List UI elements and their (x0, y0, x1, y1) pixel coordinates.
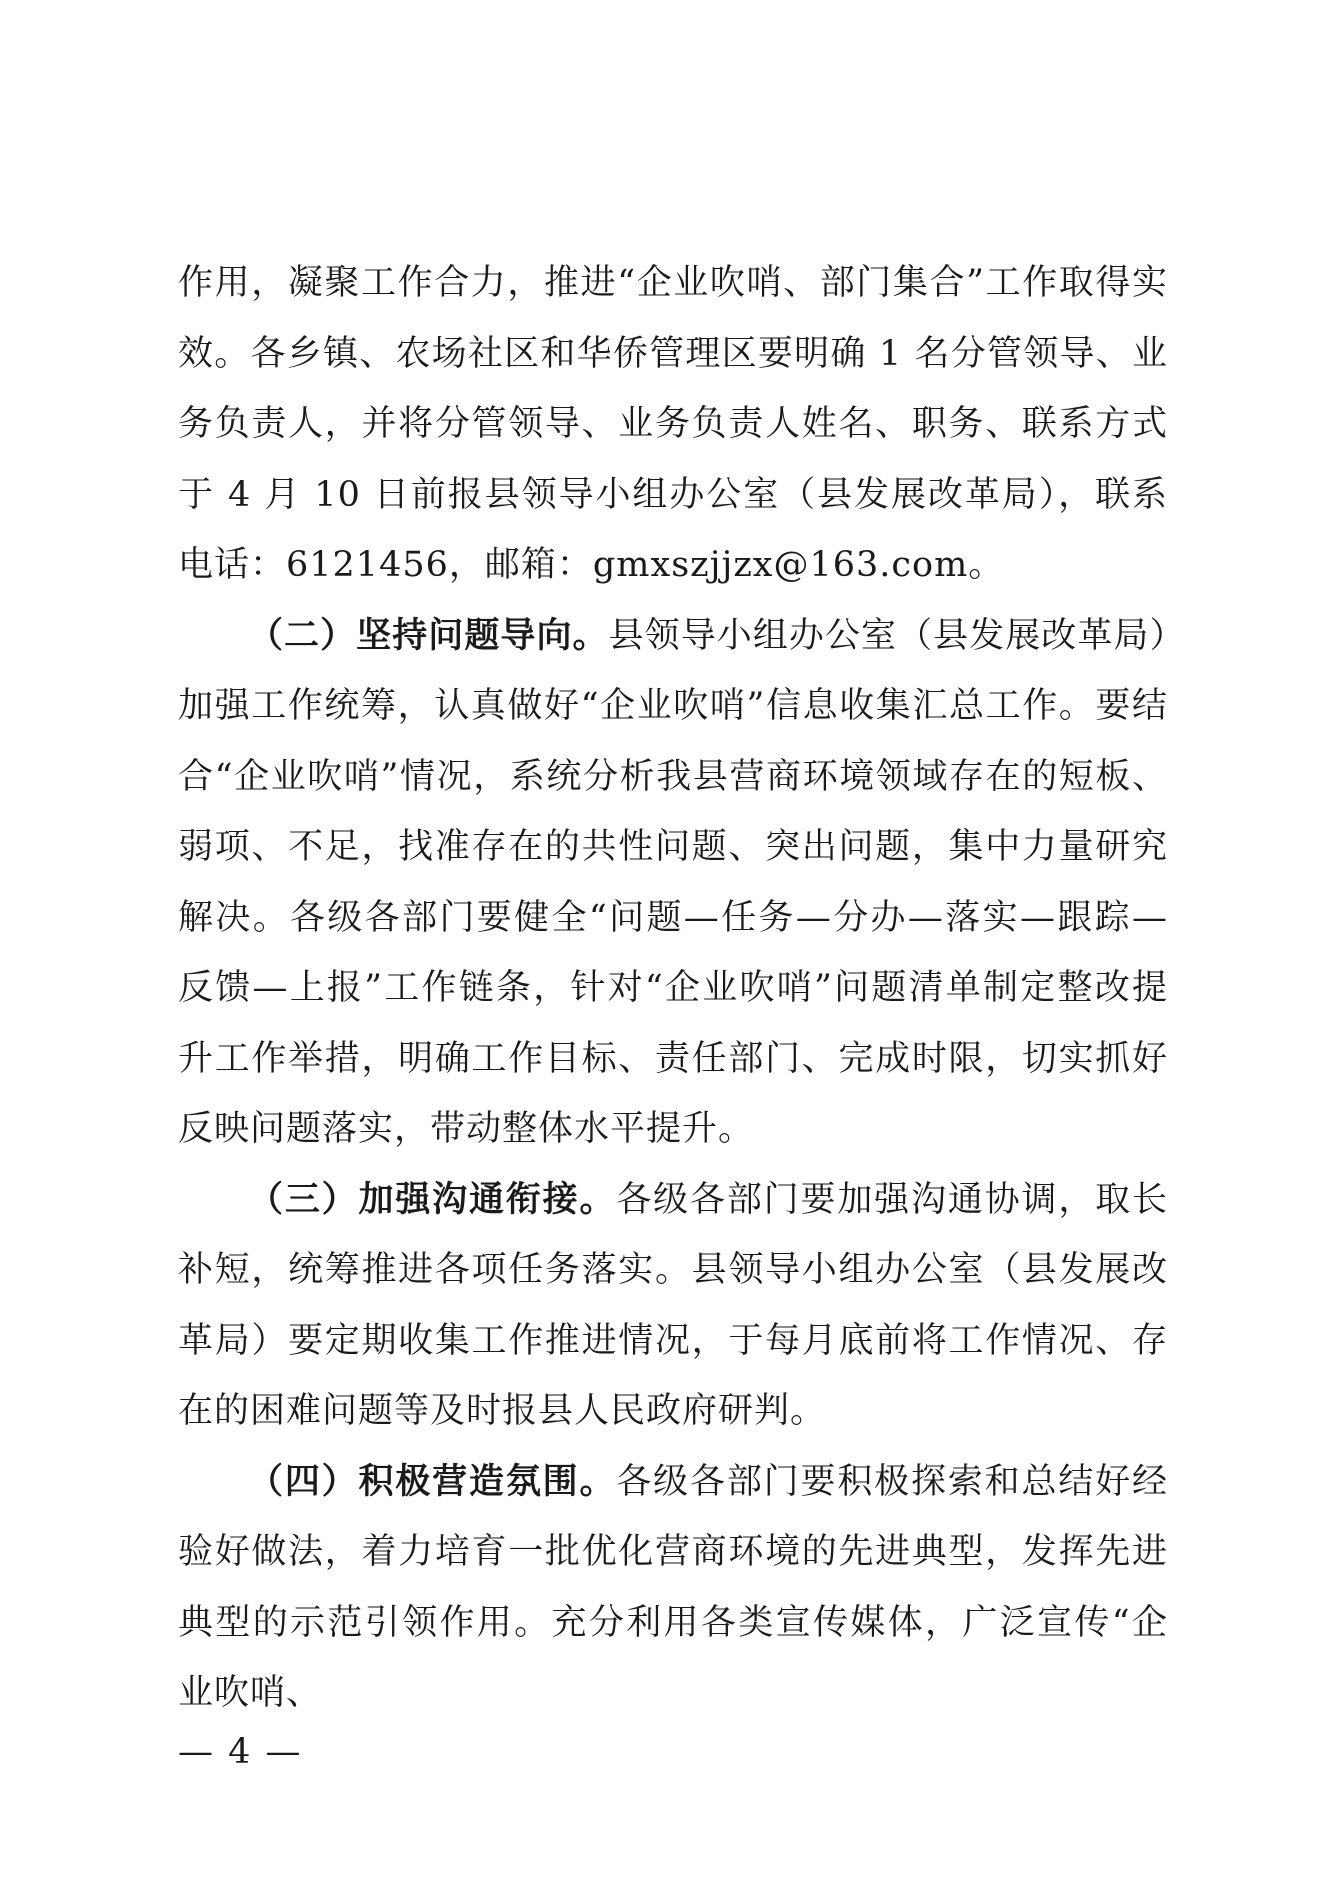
paragraph-continuation (178, 248, 1168, 601)
section-heading: （二）坚持问题导向。 (248, 614, 609, 656)
section-heading: （四）积极营造氛围。 (248, 1460, 617, 1502)
paragraph-section-3 (178, 1165, 1168, 1447)
body-text (178, 248, 1168, 1729)
section-heading: （三）加强沟通衔接。 (248, 1178, 617, 1220)
paragraph-section-2 (178, 601, 1168, 1165)
page-number: — 4 — (178, 1732, 303, 1772)
paragraph-text: 作用，凝聚工作合力，推进“企业吹哨、部门集合”工作取得实效。各乡镇、农场社区和华侨管理区要明确 1 名分管领导、业务负责人，并将分管领导、业务负责人姓名、职务、联系方式于 4 月 10 日前报县领导小组办公室（县发展改革局），联系电话：6121456，邮箱：gmxszjjzx@163.com。 (178, 263, 1168, 585)
paragraph-text: 各级各部门要加强沟通协调，取长补短，统筹推进各项任务落实。县领导小组办公室（县发展改革局）要定期收集工作推进情况，于每月底前将工作情况、存在的困难问题等及时报县人民政府研判。 (178, 1179, 1168, 1431)
paragraph-text: 各级各部门要积极探索和总结好经验好做法，着力培育一批优化营商环境的先进典型，发挥先进典型的示范引领作用。充分利用各类宣传媒体，广泛宣传“企业吹哨、 (178, 1461, 1168, 1713)
paragraph-text: 县领导小组办公室（县发展改革局）加强工作统筹，认真做好“企业吹哨”信息收集汇总工作。要结合“企业吹哨”情况，系统分析我县营商环境领域存在的短板、弱项、不足，找准存在的共性问题、突出问题，集中力量研究解决。各级各部门要健全“问题—任务—分办—落实—跟踪—反馈—上报”工作链条，针对“企业吹哨”问题清单制定整改提升工作举措，明确工作目标、责任部门、完成时限，切实抓好反映问题落实，带动整体水平提升。 (178, 615, 1168, 1149)
paragraph-section-4 (178, 1447, 1168, 1729)
